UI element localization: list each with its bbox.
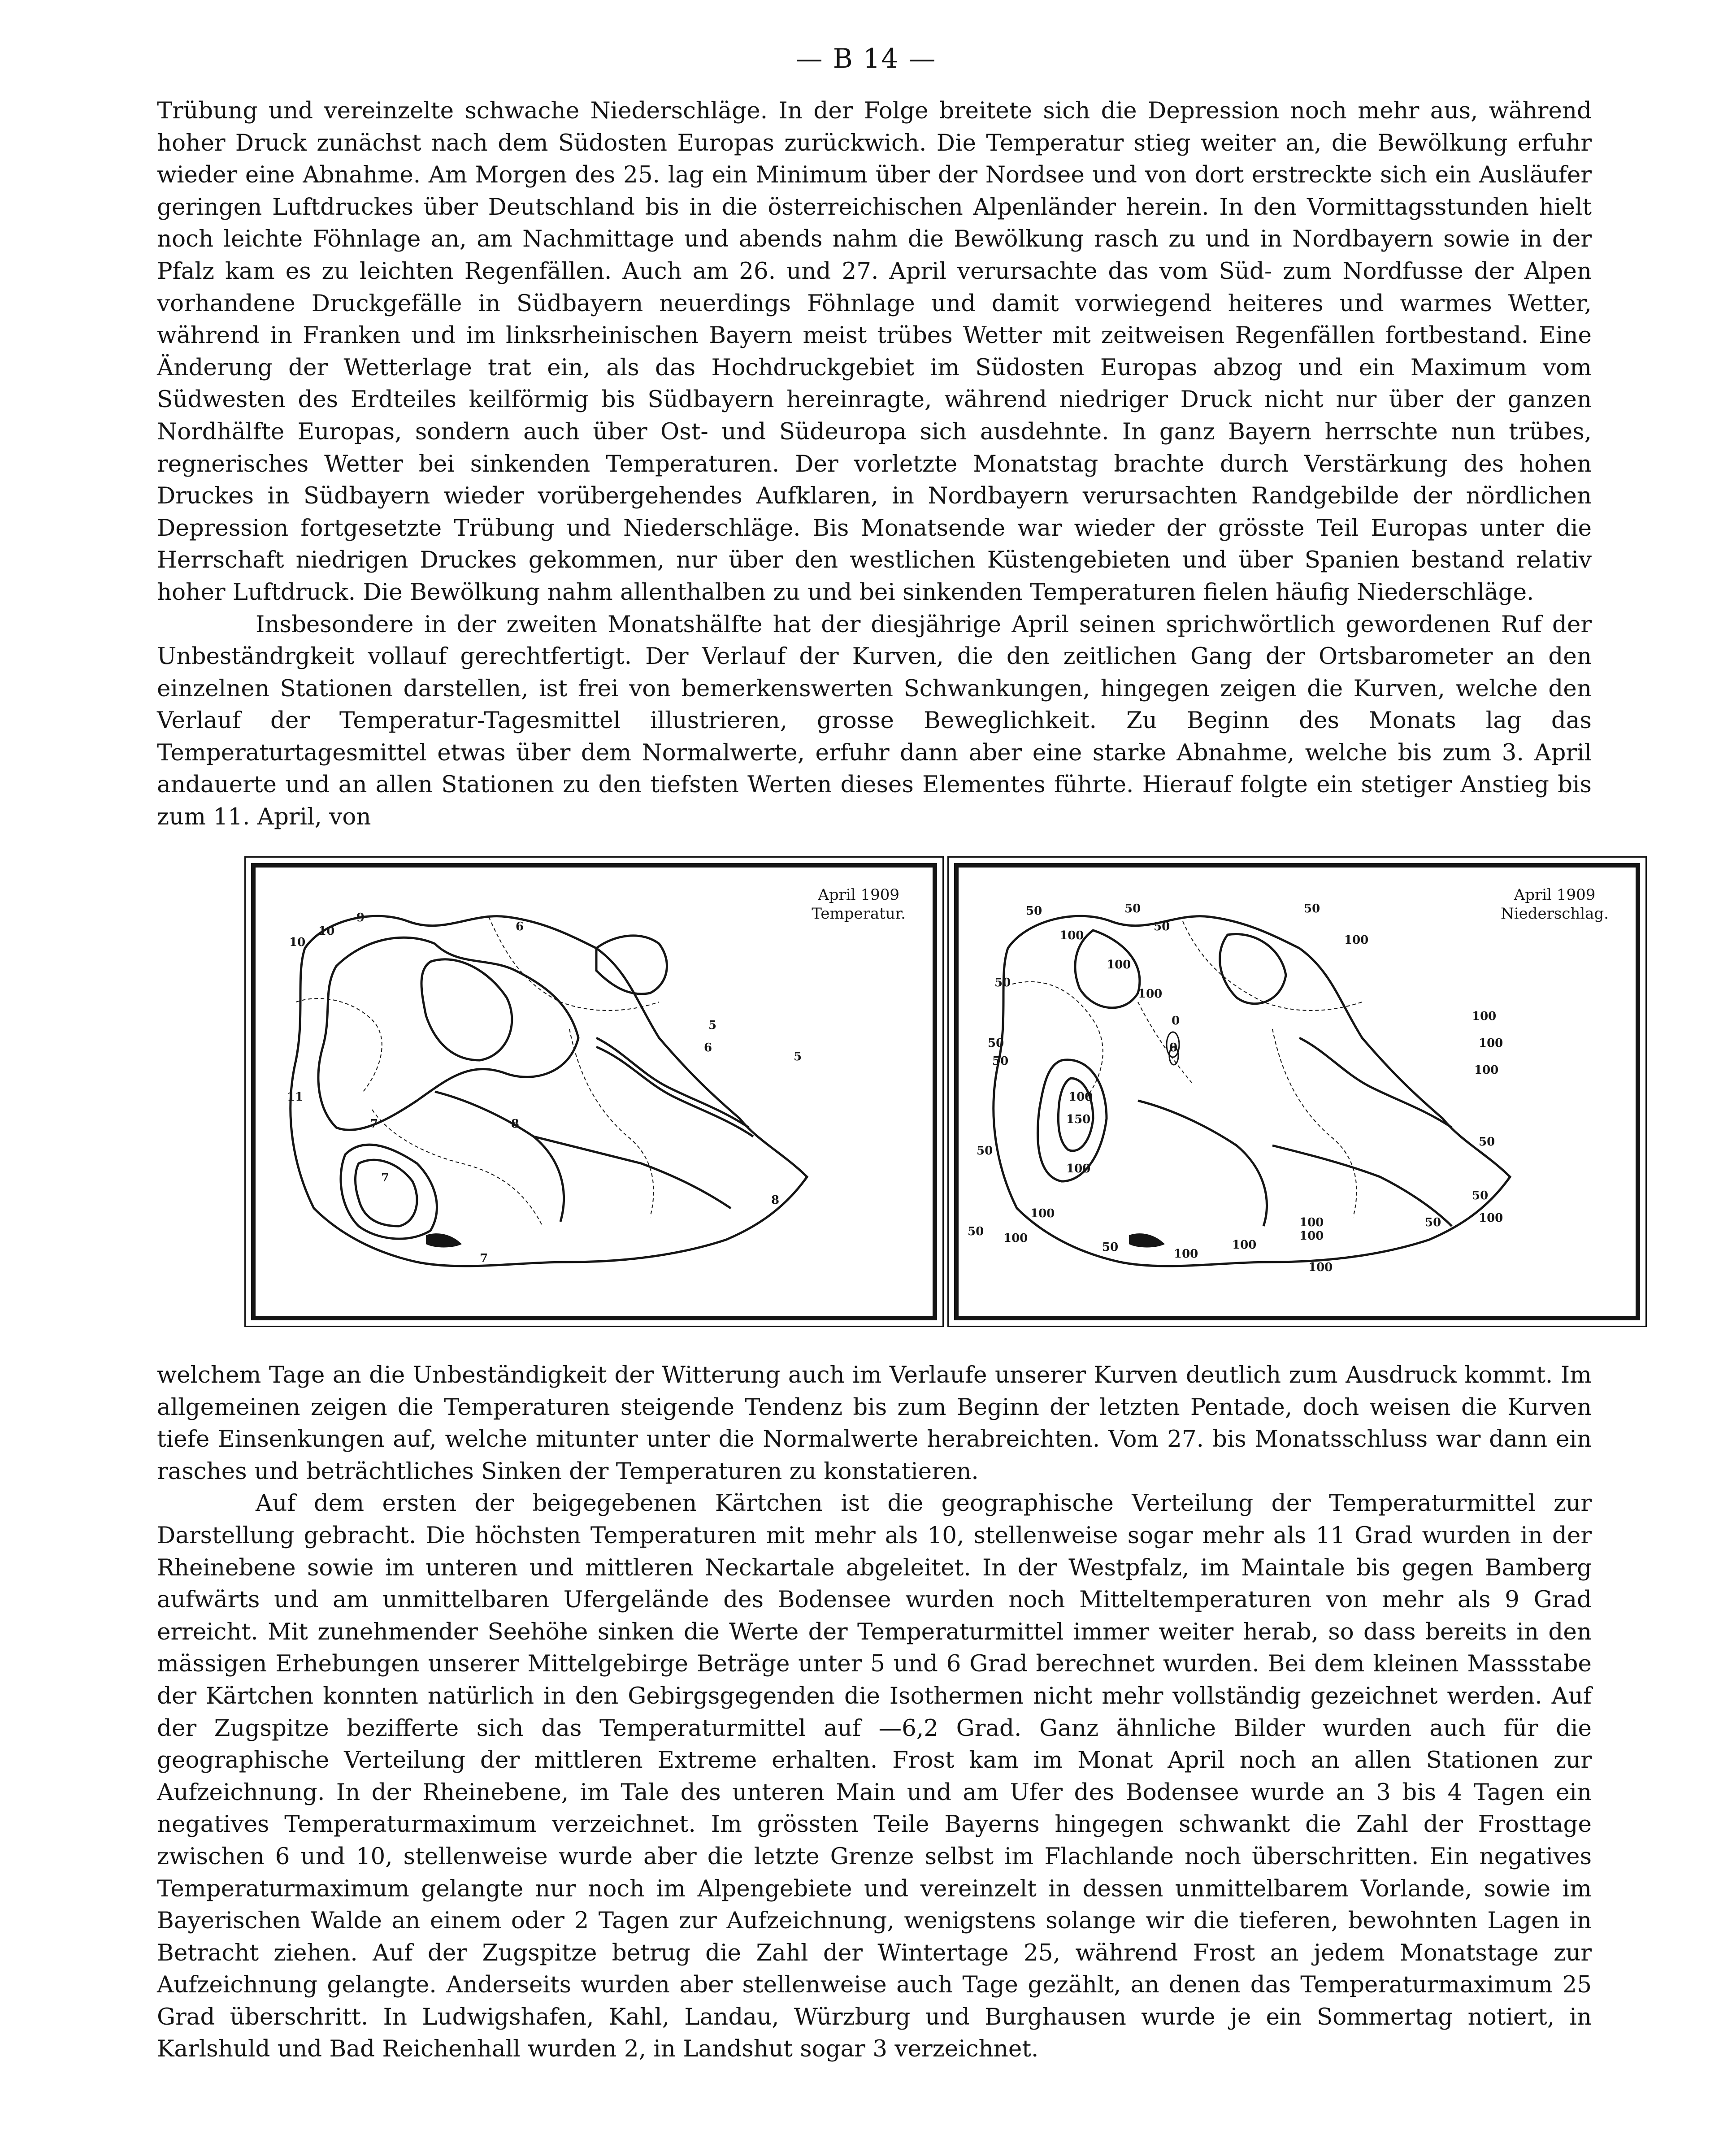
- precipitation-map: [954, 863, 1640, 1320]
- isohyet-label: 100: [1299, 1229, 1324, 1243]
- isohyet-label: 100: [1003, 1232, 1028, 1245]
- isohyet-label: 100: [1174, 1247, 1198, 1261]
- isohyet-label: 50: [977, 1144, 993, 1158]
- isotherm-label: 10: [318, 924, 335, 938]
- isohyet-label: 50: [968, 1225, 984, 1238]
- isohyet-label: 100: [1232, 1238, 1257, 1252]
- map-title-line: Temperatur.: [812, 905, 906, 923]
- page-number: — B 14 —: [795, 43, 937, 74]
- isohyet-label: 0: [1172, 1014, 1180, 1028]
- isotherm-label: 7: [480, 1252, 488, 1265]
- isohyet-label: 100: [1474, 1063, 1499, 1077]
- map-title-line: Niederschlag.: [1501, 905, 1609, 923]
- precipitation-map-drawing: [959, 868, 1636, 1316]
- isohyet-label: 50: [1102, 1241, 1119, 1254]
- isohyet-label: 50: [1124, 902, 1141, 915]
- isohyet-label: 100: [1138, 987, 1163, 1001]
- isohyet-label: 100: [1472, 1010, 1497, 1023]
- isotherm-label: 6: [704, 1041, 712, 1054]
- isotherm-label: 6: [516, 920, 524, 933]
- paragraph: welchem Tage an die Unbeständigkeit der Witterung auch im Verlaufe unserer Kurven deutlich zum Ausdruck kommt. Im allgemeinen zeigen die Temperaturen steigende Tendenz bis zum Beginn der letzten Pentade, doch weisen die Kurven tiefe Einsenkungen auf, welche mitunter unter die Normalwerte herabreichten. Vom 27. bis Monatsschluss war dann ein rasches und beträchtliches Sinken der Temperaturen zu konstatieren.: [157, 1362, 1592, 1485]
- isohyet-label: 50: [994, 976, 1011, 989]
- paragraph: Trübung und vereinzelte schwache Niederschläge. In der Folge breitete sich die Depression noch mehr aus, während hoher Druck zunächst nach dem Südosten Europas zurückwich. Die Temperatur stieg weiter an, die Bewölkung erfuhr wieder eine Abnahme. Am Morgen des 25. lag ein Minimum über der Nordsee und von dort erstreckte sich ein Ausläufer geringen Luftdruckes über Deutschland bis in die österreichischen Alpenländer herein. In den Vormittagsstunden hielt noch leichte Föhnlage an, am Nachmittage und abends nahm die Bewölkung rasch zu und in Nordbayern sowie in der Pfalz kam es zu leichten Regenfällen. Auch am 26. und 27. April verursachte das vom Süd- zum Nordfusse der Alpen vorhandene Druckgefälle in Südbayern neuerdings Föhnlage und damit vorwiegend heiteres und warmes Wetter, während in Franken und im linksrheinischen Bayern meist trübes Wetter mit zeitweisen Regenfällen fortbestand. Eine Änderung der Wetterlage trat ein, als das Hochdruckgebiet im Südosten Europas abzog und ein Maximum vom Südwesten des Erdteiles keilförmig bis Südbayern hereinragte, während niedriger Druck nicht nur über der ganzen Nordhälfte Europas, sondern auch über Ost- und Südeuropa sich ausdehnte. In ganz Bayern herrschte nun trübes, regnerisches Wetter bei sinkenden Temperaturen. Der vorletzte Monatstag brachte durch Verstärkung des hohen Druckes in Südbayern wieder vorübergehendes Aufklaren, in Nordbayern verursachten Randgebilde der nördlichen Depression fortgesetzte Trübung und Niederschläge. Bis Monatsende war wieder der grösste Teil Europas unter die Herrschaft niedrigen Druckes gekommen, nur über den westlichen Küstengebieten und über Spanien bestand relativ hoher Luftdruck. Die Bewölkung nahm allenthalben zu und bei sinkenden Temperaturen fielen häufig Niederschläge.: [157, 97, 1592, 606]
- isohyet-label: 50: [1154, 920, 1170, 933]
- temperature-map-drawing: [256, 868, 933, 1316]
- isotherm-label: 11: [287, 1090, 304, 1104]
- isohyet-label: 50: [1472, 1189, 1489, 1202]
- isohyet-label: 100: [1299, 1216, 1324, 1229]
- isohyet-label: 100: [1059, 929, 1084, 942]
- isohyet-label: 50: [988, 1037, 1004, 1050]
- isohyet-label: 100: [1479, 1037, 1503, 1050]
- isohyet-label: 50: [1479, 1135, 1495, 1149]
- isohyet-label: 100: [1030, 1207, 1055, 1220]
- isohyet-label: 50: [1304, 902, 1320, 915]
- text-block-bottom: [157, 1359, 1592, 2065]
- isotherm-label: 5: [794, 1050, 802, 1063]
- isohyet-label: 50: [1425, 1216, 1441, 1229]
- isotherm-label: 8: [771, 1193, 780, 1207]
- isohyet-label: 100: [1107, 958, 1131, 972]
- isohyet-label: 100: [1066, 1162, 1091, 1176]
- isohyet-label: 100: [1344, 933, 1369, 947]
- temperature-map: [251, 863, 937, 1320]
- isohyet-label: 150: [1066, 1113, 1091, 1126]
- text-block-top: [157, 95, 1592, 833]
- map-title-line: April 1909: [818, 886, 899, 904]
- map-title: [1501, 885, 1609, 923]
- paragraph: Auf dem ersten der beigegebenen Kärtchen ist die geographische Verteilung der Temperaturmittel zur Darstellung gebracht. Die höchsten Temperaturen mit mehr als 10, stellenweise sogar mehr als 11 Grad wurden in der Rheinebene sowie im unteren und mittleren Neckartale abgeleitet. In der Westpfalz, im Maintale bis gegen Bamberg aufwärts und am unmittelbaren Ufergelände des Bodensee wurden noch Mitteltemperaturen von mehr als 9 Grad erreicht. Mit zunehmender Seehöhe sinken die Werte der Temperaturmittel immer weiter herab, so dass bereits in den mässigen Erhebungen unserer Mittelgebirge Beträge unter 5 und 6 Grad berechnet wurden. Bei dem kleinen Massstabe der Kärtchen konnten natürlich in den Gebirgsgegenden die Isothermen nicht mehr vollständig gezeichnet werden. Auf der Zugspitze bezifferte sich das Temperaturmittel auf —6,2 Grad. Ganz ähnliche Bilder wurden auch für die geographische Verteilung der mittleren Extreme erhalten. Frost kam im Monat April noch an allen Stationen zur Aufzeichnung. In der Rheinebene, im Tale des unteren Main und am Ufer des Bodensee wurde an 3 bis 4 Tagen ein negatives Temperaturmaximum verzeichnet. Im grössten Teile Bayerns hingegen schwankt die Zahl der Frosttage zwischen 6 und 10, stellenweise wurde aber die letzte Grenze selbst im Flachlande noch überschritten. Ein negatives Temperaturmaximum gelangte nur noch im Alpengebiete und vereinzelt in dessen unmittelbarem Vorlande, sowie im Bayerischen Walde an einem oder 2 Tagen zur Aufzeichnung, wenigstens solange wir die tieferen, bewohnten Lagen in Betracht ziehen. Auf der Zugspitze betrug die Zahl der Wintertage 25, während Frost an jedem Monatstage zur Aufzeichnung gelangte. Anderseits wurden aber stellenweise auch Tage gezählt, an denen das Temperaturmaximum 25 Grad überschritt. In Ludwigshafen, Kahl, Landau, Würzburg und Burghausen wurde je ein Sommertag notiert, in Karlshuld und Bad Reichenhall wurden 2, in Landshut sogar 3 verzeichnet.: [157, 1490, 1592, 2063]
- isotherm-label: 7: [381, 1171, 390, 1184]
- isotherm-label: 7: [370, 1117, 378, 1131]
- isohyet-label: 100: [1308, 1261, 1333, 1274]
- isohyet-label: 50: [992, 1054, 1009, 1068]
- paragraph: Insbesondere in der zweiten Monatshälfte hat der diesjährige April seinen sprichwörtlich gewordenen Ruf der Unbeständrgkeit vollauf gerechtfertigt. Der Verlauf der Kurven, die den zeitlichen Gang der Ortsbarometer an den einzelnen Stationen darstellen, ist frei von bemerkenswerten Schwankungen, hingegen zeigen die Kurven, welche den Verlauf der Temperatur-Tagesmittel illustrieren, grosse Beweglichkeit. Zu Beginn des Monats lag das Temperaturtagesmittel etwas über dem Normalwerte, erfuhr dann aber eine starke Abnahme, welche bis zum 3. April andauerte und an allen Stationen zu den tiefsten Werten dieses Elementes führte. Hierauf folgte ein stetiger Anstieg bis zum 11. April, von: [157, 611, 1592, 831]
- isotherm-label: 9: [356, 911, 365, 924]
- map-title: [812, 885, 906, 923]
- isotherm-label: 10: [289, 936, 306, 949]
- map-title-line: April 1909: [1514, 886, 1596, 904]
- isohyet-label: 50: [1026, 904, 1042, 918]
- isotherm-label: 5: [708, 1019, 717, 1032]
- isotherm-label: 8: [511, 1117, 520, 1131]
- isohyet-label: 100: [1479, 1211, 1503, 1225]
- isohyet-label: 100: [1068, 1090, 1093, 1104]
- isohyet-label: 0: [1169, 1041, 1178, 1054]
